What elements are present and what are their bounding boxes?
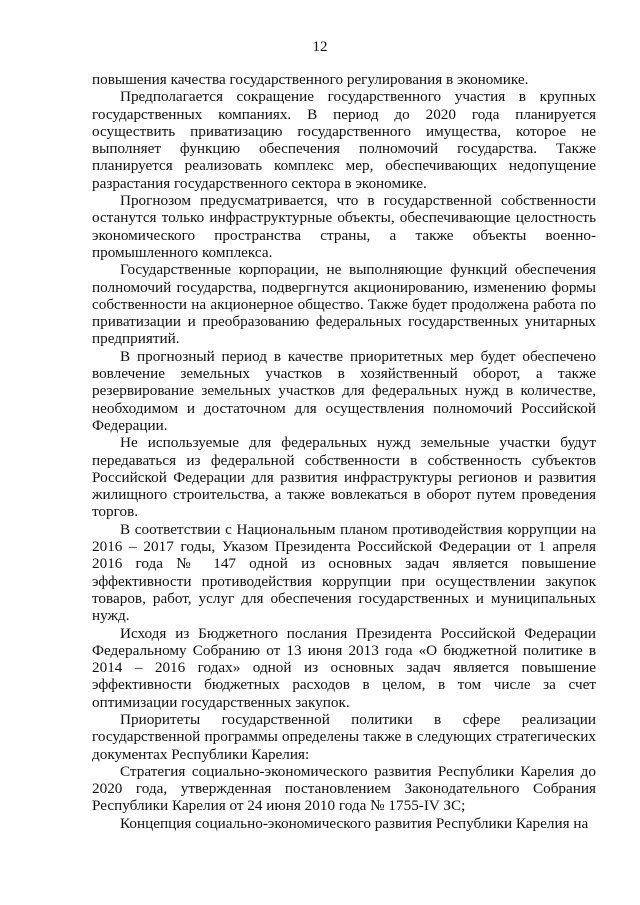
paragraph-concept: Концепция социально-экономического развития Республики Карелия на — [120, 814, 589, 832]
paragraph-state-corporations: Государственные корпорации, не выполняющие функций обеспечения полномочий государства, подвергнутся акционированию, изменению формы собственности на акционерное общество. Также будет продолжена работа по приватизации и преобразованию федеральных государственных унитарных предприятий. — [92, 261, 596, 348]
paragraph-anti-corruption: В соответствии с Национальным планом противодействия коррупции на 2016 – 2017 годы, Указом Президента Российской Федерации от 1 апреля 2016 года № 147 одной из основных задач является повышение эффективности противодействия коррупции при осуществлении закупок товаров, работ, услуг для обеспечения государственных и муниципальных нужд. — [92, 520, 596, 625]
paragraph-budget-message: Исходя из Бюджетного послания Президента Российской Федерации Федеральному Собранию от 13 июня 2013 года «О бюджетной политике в 2014 – 2016 годах» одной из основных задач является повышение эффективности бюджетных расходов в целом, в том числе за счет оптимизации государственных закупок. — [92, 624, 596, 711]
paragraph-unused-land: Не используемые для федеральных нужд земельные участки будут передаваться из федеральной собственности в собственность субъектов Российской Федерации для развития инфраструктуры регионов и развития жилищного строительства, а также вовлекаться в оборот путем проведения торгов. — [92, 434, 596, 521]
paragraph-state-property-forecast: Прогнозом предусматривается, что в государственной собственности останутся только инфраструктурные объекты, обеспечивающие целостность экономического пространства страны, а также объекты военно-промышленного комплекса. — [92, 192, 596, 261]
paragraph-privatization: Предполагается сокращение государственного участия в крупных государственных компаниях. В период до 2020 года планируется осуществить приватизацию государственного имущества, которое не выполняет функцию обеспечения полномочий государства. Также планируется реализовать комплекс мер, обеспечивающих недопущение разрастания государственного сектора в экономике. — [92, 88, 596, 192]
paragraph-continuation: повышения качества государственного регулирования в экономике. — [92, 71, 529, 88]
paragraph-strategy: Стратегия социально-экономического развития Республики Карелия до 2020 года, утвержденная постановлением Законодательного Собрания Республики Карелия от 24 июня 2010 года № 1755-IV ЗС; — [92, 762, 596, 815]
paragraph-land-plots: В прогнозный период в качестве приоритетных мер будет обеспечено вовлечение земельных участков в хозяйственный оборот, а также резервирование земельных участков для федеральных нужд в количестве, необходимом и достаточном для осуществления полномочий Российской Федерации. — [92, 347, 596, 434]
document-body — [92, 71, 596, 832]
page-number: 12 — [312, 39, 328, 55]
paragraph-priorities: Приоритеты государственной политики в сфере реализации государственной программы определены также в следующих стратегических документах Республики Карелия: — [92, 710, 596, 763]
